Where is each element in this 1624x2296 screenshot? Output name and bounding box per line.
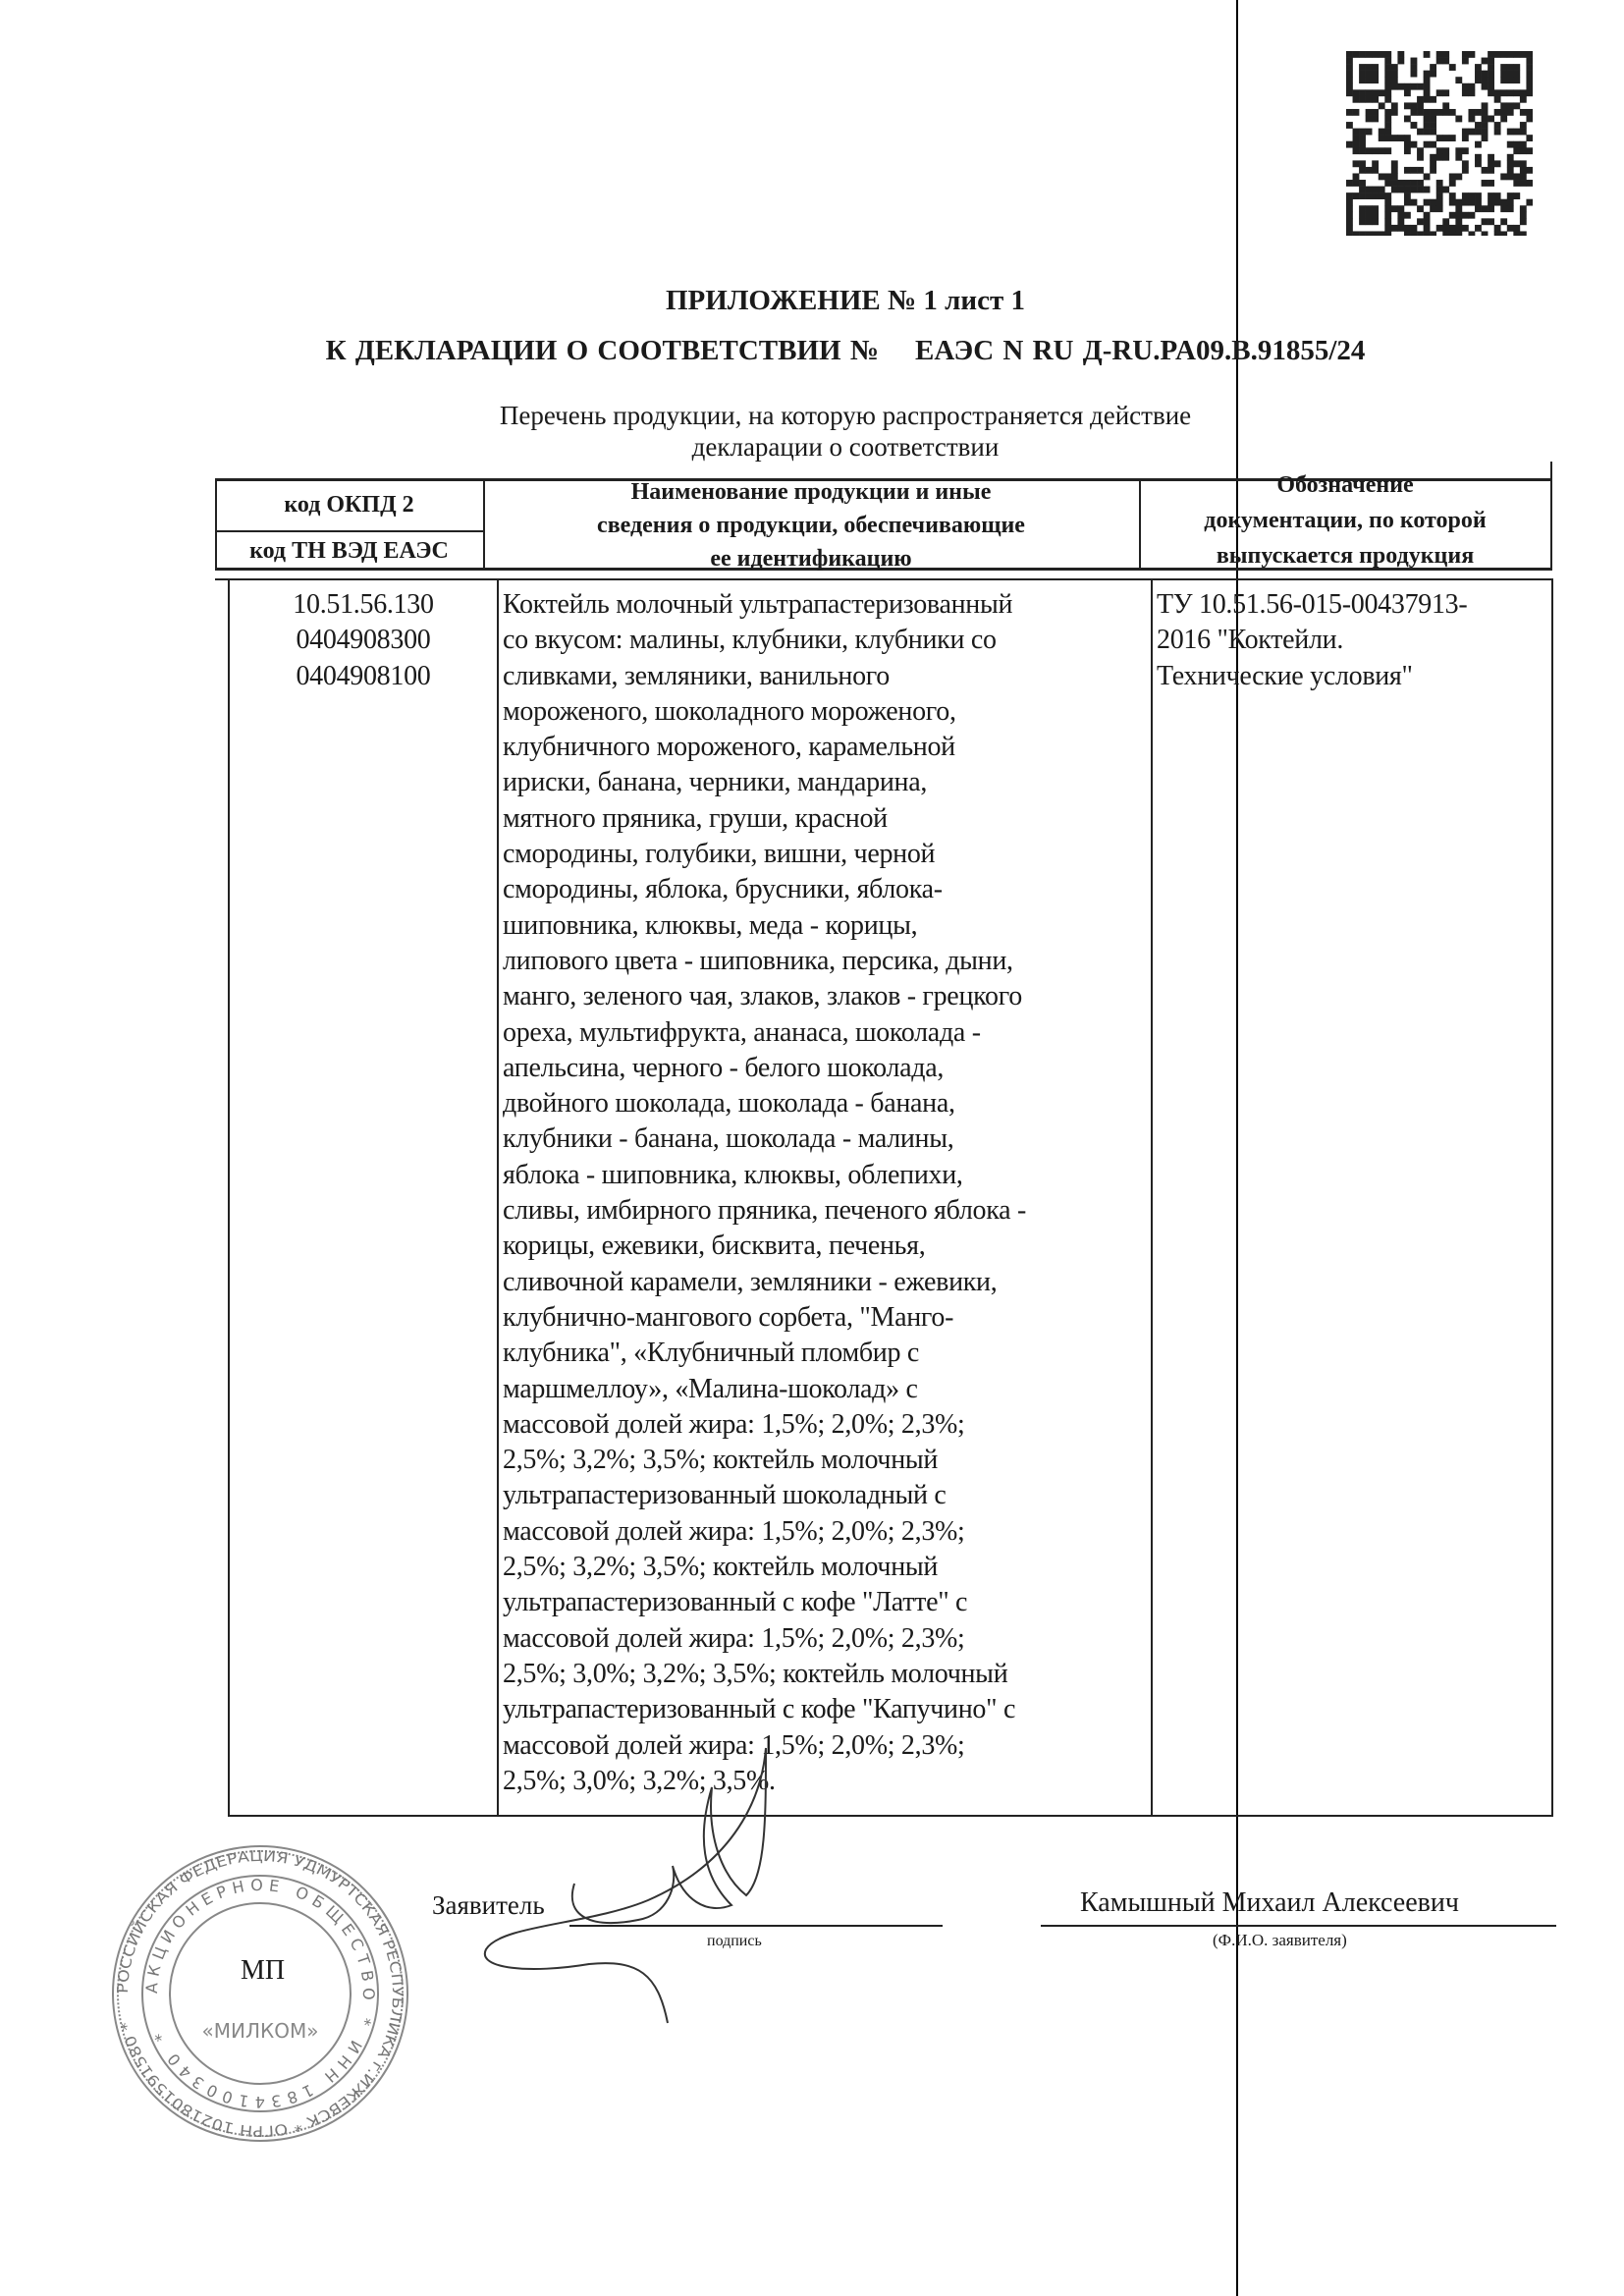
name-line [1041, 1925, 1556, 1927]
description-line: ультрапастеризованный с кофе "Капучино" с [503, 1694, 1016, 1725]
description-line: смородины, голубики, вишни, черной [503, 839, 936, 870]
description-line: сливочной карамели, земляники - ежевики, [503, 1266, 998, 1297]
code-okpd: 10.51.56.130 [293, 589, 434, 620]
product-codes [230, 587, 497, 694]
code-tnved: 0404908300 [296, 625, 431, 656]
declaration-heading [0, 335, 1624, 367]
description-line: манго, зеленого чая, злаков, злаков - грецкого [503, 981, 1022, 1012]
description-line: мороженого, шоколадного мороженого, [503, 695, 956, 727]
description-line: клубничного мороженого, карамельной [503, 732, 955, 763]
description-line: 2,5%; 3,0%; 3,2%; 3,5%. [503, 1765, 776, 1796]
header-doc [1139, 467, 1551, 574]
description-line: 2,5%; 3,2%; 3,5%; коктейль молочный [503, 1445, 939, 1476]
description-line: массовой долей жира: 1,5%; 2,0%; 2,3%; [503, 1515, 965, 1547]
product-description [503, 587, 1026, 1799]
product-standard [1157, 587, 1467, 694]
stamp-label: МП [241, 1955, 286, 1986]
description-line: со вкусом: малины, клубники, клубники со [503, 625, 997, 656]
page-title: ПРИЛОЖЕНИЕ № 1 лист 1 [666, 285, 1025, 316]
company-stamp [108, 1841, 412, 2146]
description-line: клубнично-мангового сорбета, "Манго- [503, 1301, 954, 1333]
header-doc-line: документации, по которой [1204, 508, 1487, 533]
description-line: мятного пряника, груши, красной [503, 802, 888, 834]
qr-code [1346, 51, 1533, 236]
header-okpd: код ОКПД 2 [284, 492, 414, 518]
description-line: ультрапастеризованный с кофе "Латте" с [503, 1587, 968, 1618]
header-doc-line: Обозначение [1276, 472, 1414, 498]
signature-caption: подпись [707, 1933, 762, 1949]
description-line: маршмеллоу», «Малина-шоколад» с [503, 1373, 918, 1404]
description-line: шиповника, клюквы, меда - корицы, [503, 909, 918, 941]
handwritten-signature [471, 1728, 825, 2043]
description-line: 2,5%; 3,0%; 3,2%; 3,5%; коктейль молочный [503, 1658, 1008, 1689]
standard-line: ТУ 10.51.56-015-00437913- [1157, 589, 1468, 620]
svg-text:АКЦИОНЕРНОЕ ОБЩЕСТВО * ИНН 183: АКЦИОНЕРНОЕ ОБЩЕСТВО * ИНН 1834100340 * [141, 1875, 379, 2112]
header-name [483, 475, 1139, 575]
description-line: корицы, ежевики, бисквита, печенья, [503, 1230, 926, 1262]
description-line: 2,5%; 3,2%; 3,5%; коктейль молочный [503, 1552, 939, 1583]
description-line: Коктейль молочный ультрапастеризованный [503, 589, 1013, 620]
standard-line: Технические условия" [1157, 660, 1413, 691]
subtitle-line1: Перечень продукции, на которую распространяется действие [499, 401, 1192, 430]
code-tnved: 0404908100 [296, 660, 431, 691]
header-name-line: сведения о продукции, обеспечивающие [597, 513, 1025, 538]
svg-text:«МИЛКОМ»: «МИЛКОМ» [201, 2019, 319, 2043]
description-line: смородины, яблока, брусники, яблока- [503, 874, 943, 905]
applicant-label: Заявитель [432, 1890, 545, 1920]
applicant-name: Камышный Михаил Алексеевич [1080, 1887, 1459, 1918]
svg-text:РОССИЙСКАЯ ФЕДЕРАЦИЯ УДМУРТСКА: РОССИЙСКАЯ ФЕДЕРАЦИЯ УДМУРТСКАЯ РЕСПУБЛИКА г.ИЖЕВСК * ОГРН 1021801591580 * [113, 1846, 407, 2141]
description-line: липового цвета - шиповника, персика, дыни, [503, 945, 1013, 976]
declaration-number: ЕАЭС N RU Д-RU.PA09.B.91855/24 [914, 335, 1366, 366]
description-line: ультрапастеризованный шоколадный с [503, 1480, 947, 1511]
header-name-line: ее идентификацию [710, 546, 912, 572]
description-line: сливы, имбирного пряника, печеного яблока - [503, 1195, 1026, 1227]
description-line: апельсина, черного - белого шоколада, [503, 1052, 945, 1083]
description-line: массовой долей жира: 1,5%; 2,0%; 2,3%; [503, 1408, 965, 1440]
declaration-prefix: К ДЕКЛАРАЦИИ О СООТВЕТСТВИИ № [325, 335, 879, 366]
description-line: клубники - банана, шоколада - малины, [503, 1123, 954, 1155]
header-doc-line: выпускается продукция [1216, 543, 1475, 569]
description-line: двойного шоколада, шоколада - банана, [503, 1088, 955, 1120]
standard-line: 2016 "Коктейли. [1157, 625, 1344, 656]
description-line: массовой долей жира: 1,5%; 2,0%; 2,3%; [503, 1622, 965, 1654]
name-caption: (Ф.И.О. заявителя) [1213, 1931, 1347, 1949]
description-line: яблока - шиповника, клюквы, облепихи, [503, 1159, 963, 1190]
description-line: сливками, земляники, ванильного [503, 660, 890, 691]
description-line: массовой долей жира: 1,5%; 2,0%; 2,3%; [503, 1729, 965, 1761]
header-tnved: код ТН ВЭД ЕАЭС [249, 538, 449, 564]
subtitle-line2: декларации о соответствии [691, 432, 1000, 462]
description-line: ореха, мультифрукта, ананаса, шоколада - [503, 1016, 981, 1048]
header-name-line: Наименование продукции и иные [630, 479, 992, 505]
description-line: ириски, банана, черники, мандарина, [503, 767, 928, 798]
description-line: клубника", «Клубничный пломбир с [503, 1338, 920, 1369]
